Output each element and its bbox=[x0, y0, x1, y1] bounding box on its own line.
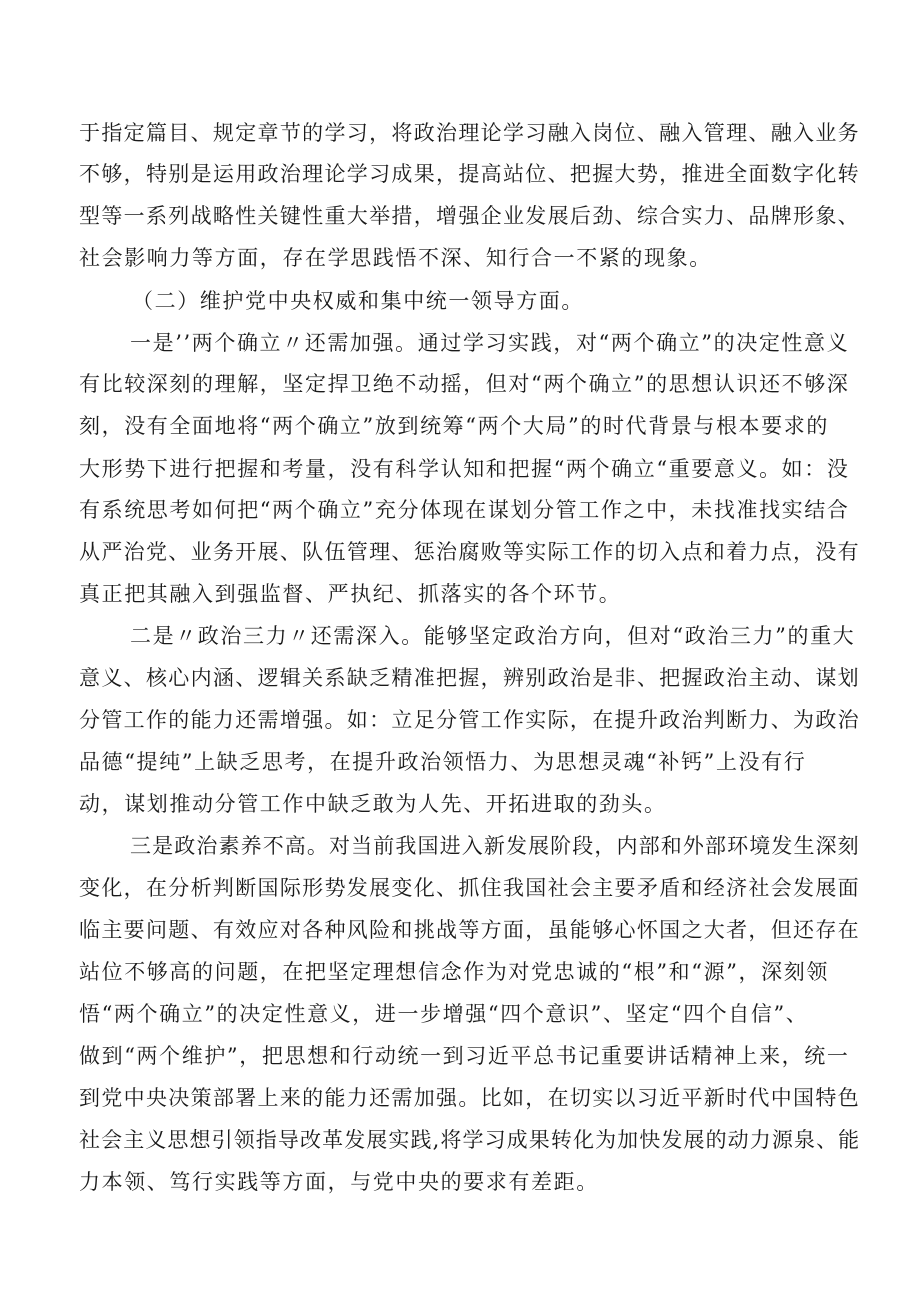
paragraph-line: 一是’’两个确立〃还需加强。通过学习实践，对“两个确立”的决定性意义 bbox=[130, 331, 850, 355]
paragraph-line: 有系统思考如何把“两个确立”充分体现在谋划分管工作之中，未找准找实结合 bbox=[79, 498, 850, 522]
paragraph-line: 型等一系列战略性关键性重大举措，增强企业发展后劲、综合实力、品牌形象、 bbox=[79, 204, 860, 228]
paragraph-line: 变化，在分析判断国际形势发展变化、抓住我国社会主要矛盾和经济社会发展面 bbox=[79, 876, 860, 900]
paragraph-line: 力本领、笃行实践等方面，与党中央的要求有差距。 bbox=[79, 1170, 599, 1194]
paragraph-line: 大形势下进行把握和考量，没有科学认知和把握“两个确立“重要意义。如：没 bbox=[79, 457, 850, 481]
paragraph-line: 于指定篇目、规定章节的学习，将政治理论学习融入岗位、融入管理、融入业务 bbox=[79, 121, 860, 145]
paragraph-line: 从严治党、业务开展、队伍管理、惩治腐败等实际工作的切入点和着力点，没有 bbox=[79, 540, 860, 564]
paragraph-line: 真正把其融入到强监督、严执纪、抓落实的各个环节。 bbox=[79, 582, 622, 606]
paragraph-line: 品德“提纯”上缺乏思考，在提升政治领悟力、为思想灵魂“补钙”上没有行 bbox=[79, 750, 807, 774]
paragraph-line: 刻，没有全面地将“两个确立”放到统筹“两个大局”的时代背景与根本要求的 bbox=[79, 414, 829, 438]
paragraph-line: 站位不够高的问题，在把坚定理想信念作为对党忠诚的“根”和“源”，深刻领 bbox=[79, 960, 829, 984]
paragraph-line: 到党中央决策部署上来的能力还需加强。比如，在切实以习近平新时代中国特色 bbox=[79, 1086, 860, 1110]
paragraph-line: 分管工作的能力还需增强。如：立足分管工作实际，在提升政治判断力、为政治 bbox=[79, 708, 860, 732]
paragraph-line: 二是〃政治三力〃还需深入。能够坚定政治方向，但对“政治三力”的重大 bbox=[130, 624, 856, 648]
paragraph-line: 悟“两个确立”的决定性意义，进一步增强“四个意识”、坚定“四个自信”、 bbox=[79, 1002, 809, 1026]
paragraph-line: 有比较深刻的理解，坚定捍卫绝不动摇，但对“两个确立”的思想认识还不够深 bbox=[79, 372, 850, 396]
paragraph-line: 意义、核心内涵、逻辑关系缺乏精准把握，辨别政治是非、把握政治主动、谋划 bbox=[79, 666, 860, 690]
paragraph-line: 不够，特别是运用政治理论学习成果，提高站位、把握大势，推进全面数字化转 bbox=[79, 162, 860, 186]
paragraph-line: 社会影响力等方面，存在学思践悟不深、知行合一不紧的现象。 bbox=[79, 246, 712, 270]
paragraph-line: 临主要问题、有效应对各种风险和挑战等方面，虽能够心怀国之大者，但还存在 bbox=[79, 918, 860, 942]
paragraph-line: 做到“两个维护”，把思想和行动统一到习近平总书记重要讲话精神上来，统一 bbox=[79, 1044, 850, 1068]
paragraph-line: 三是政治素养不高。对当前我国进入新发展阶段，内部和外部环境发生深刻 bbox=[130, 834, 860, 858]
paragraph-line: 动，谋划推动分管工作中缺乏敢为人先、开拓进取的劲头。 bbox=[79, 792, 667, 816]
section-heading: （二）维护党中央权威和集中统一领导方面。 bbox=[132, 289, 584, 313]
paragraph-line: 社会主义思想引领指导改革发展实践,将学习成果转化为加快发展的动力源泉、能 bbox=[79, 1128, 861, 1152]
